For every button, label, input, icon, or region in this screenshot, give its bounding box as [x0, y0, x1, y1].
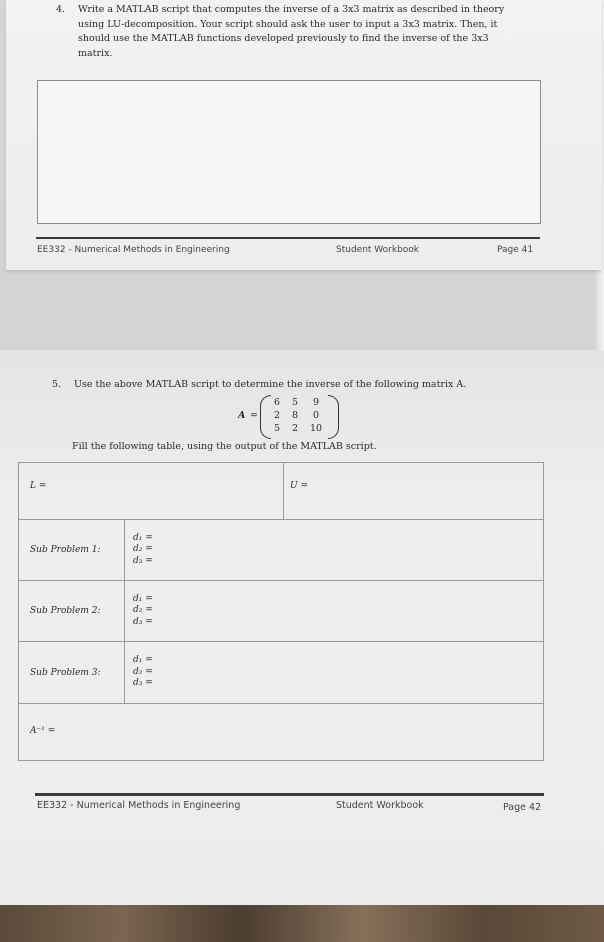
l-cell[interactable] [19, 463, 284, 520]
matrix-a [238, 395, 358, 440]
footer-book: Student Workbook [336, 245, 420, 255]
footer-rule [35, 793, 544, 796]
question-4-line: should use the MATLAB functions developed previously to find the inverse of the 3x3 [78, 33, 489, 44]
question-5-text: Use the above MATLAB script to determine the inverse of the following matrix A. [74, 379, 467, 390]
right-paren [328, 395, 339, 439]
sub-problem-label: Sub Problem 2: [19, 581, 125, 642]
answer-box[interactable] [37, 80, 541, 224]
question-4-line: matrix. [78, 47, 113, 59]
question-4-text [78, 3, 548, 61]
matrix-equals: = [250, 410, 258, 421]
matrix-cell: 5 [273, 423, 281, 434]
matrix-cell: 9 [312, 397, 320, 408]
inverse-cell[interactable] [19, 704, 544, 761]
d2-label: d₂ = [133, 605, 153, 616]
sub-problem-label: Sub Problem 3: [19, 642, 125, 704]
l-label: L = [30, 481, 47, 491]
d3-label: d₃ = [133, 678, 153, 689]
d1-label: d₁ = [133, 655, 153, 666]
matrix-cell: 8 [291, 410, 299, 421]
matrix-cell: 2 [273, 410, 281, 421]
sub-problem-3-cell[interactable] [125, 642, 544, 704]
sub-problem-2-cell[interactable] [125, 581, 544, 642]
sub-problem-1-cell[interactable] [125, 520, 544, 581]
d3-label: d₃ = [133, 555, 153, 566]
matrix-cell: 5 [291, 397, 299, 408]
sub-problem-label: Sub Problem 1: [19, 520, 125, 581]
footer-book: Student Workbook [336, 800, 424, 811]
question-4-number: 4. [56, 4, 66, 15]
d1-label: d₁ = [133, 532, 153, 543]
footer-course: EE332 - Numerical Methods in Engineering [37, 245, 230, 255]
answer-table [18, 462, 544, 761]
matrix-cell: 6 [273, 397, 281, 408]
u-cell[interactable] [284, 463, 544, 520]
question-4-line: Write a MATLAB script that computes the inverse of a 3x3 matrix as described in theory [78, 4, 505, 15]
d1-label: d₁ = [133, 593, 153, 604]
matrix-cell: 10 [309, 423, 323, 434]
d2-label: d₂ = [133, 544, 153, 555]
fill-instruction: Fill the following table, using the output of the MATLAB script. [72, 441, 377, 452]
question-4-line: using LU-decomposition. Your script should ask the user to input a 3x3 matrix. Then, it [78, 18, 498, 30]
d3-label: d₃ = [133, 616, 153, 627]
footer-page: Page 41 [497, 245, 534, 255]
inverse-label: A⁻¹ = [30, 726, 56, 736]
footer-course: EE332 - Numerical Methods in Engineering [37, 800, 241, 811]
u-label: U = [290, 481, 308, 491]
matrix-name: A [238, 410, 246, 421]
footer-page: Page 42 [503, 802, 542, 813]
d2-label: d₂ = [133, 666, 153, 677]
floor-background [0, 905, 604, 942]
matrix-cell: 0 [312, 410, 320, 421]
question-5-number: 5. [52, 379, 62, 390]
matrix-cell: 2 [291, 423, 299, 434]
footer-rule [36, 237, 540, 239]
